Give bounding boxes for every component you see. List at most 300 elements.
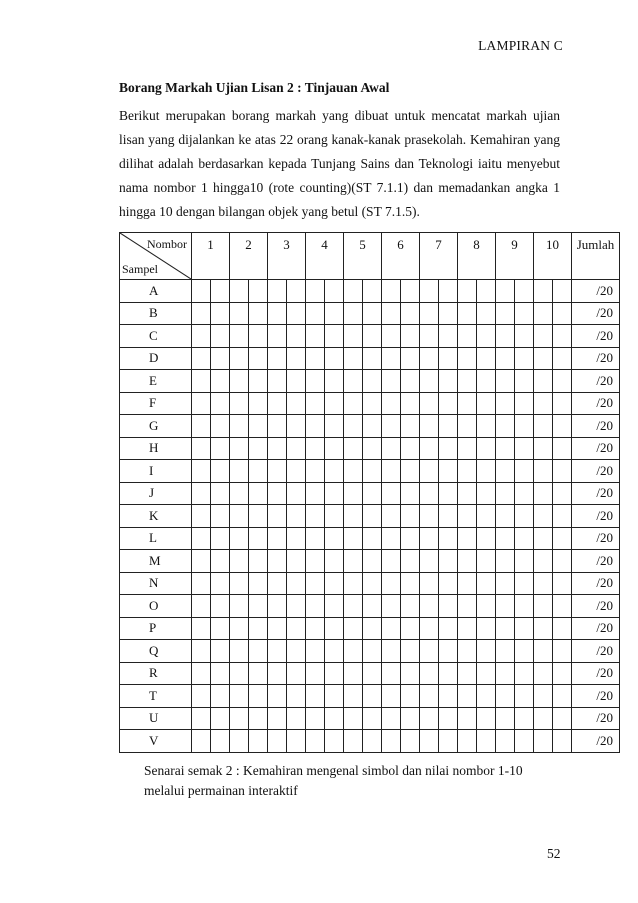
mark-cell[interactable] bbox=[306, 707, 325, 730]
mark-cell[interactable] bbox=[211, 460, 230, 483]
mark-cell[interactable] bbox=[192, 707, 211, 730]
mark-cell[interactable] bbox=[458, 550, 477, 573]
mark-cell[interactable] bbox=[230, 572, 249, 595]
mark-cell[interactable] bbox=[211, 730, 230, 753]
mark-cell[interactable] bbox=[211, 595, 230, 618]
mark-cell[interactable] bbox=[287, 415, 306, 438]
mark-cell[interactable] bbox=[325, 550, 344, 573]
mark-cell[interactable] bbox=[363, 572, 382, 595]
mark-cell[interactable] bbox=[382, 595, 401, 618]
mark-cell[interactable] bbox=[496, 640, 515, 663]
mark-cell[interactable] bbox=[496, 280, 515, 303]
mark-cell[interactable] bbox=[382, 302, 401, 325]
mark-cell[interactable] bbox=[268, 437, 287, 460]
mark-cell[interactable] bbox=[325, 527, 344, 550]
mark-cell[interactable] bbox=[420, 617, 439, 640]
mark-cell[interactable] bbox=[420, 482, 439, 505]
mark-cell[interactable] bbox=[534, 707, 553, 730]
mark-cell[interactable] bbox=[344, 505, 363, 528]
mark-cell[interactable] bbox=[192, 527, 211, 550]
mark-cell[interactable] bbox=[211, 572, 230, 595]
mark-cell[interactable] bbox=[287, 662, 306, 685]
mark-cell[interactable] bbox=[287, 347, 306, 370]
mark-cell[interactable] bbox=[268, 505, 287, 528]
mark-cell[interactable] bbox=[477, 482, 496, 505]
mark-cell[interactable] bbox=[534, 482, 553, 505]
mark-cell[interactable] bbox=[325, 415, 344, 438]
mark-cell[interactable] bbox=[192, 505, 211, 528]
mark-cell[interactable] bbox=[230, 370, 249, 393]
mark-cell[interactable] bbox=[211, 550, 230, 573]
mark-cell[interactable] bbox=[477, 392, 496, 415]
mark-cell[interactable] bbox=[420, 505, 439, 528]
mark-cell[interactable] bbox=[439, 572, 458, 595]
mark-cell[interactable] bbox=[496, 662, 515, 685]
mark-cell[interactable] bbox=[534, 347, 553, 370]
mark-cell[interactable] bbox=[306, 415, 325, 438]
mark-cell[interactable] bbox=[382, 415, 401, 438]
mark-cell[interactable] bbox=[325, 707, 344, 730]
mark-cell[interactable] bbox=[382, 550, 401, 573]
mark-cell[interactable] bbox=[553, 347, 572, 370]
mark-cell[interactable] bbox=[401, 527, 420, 550]
mark-cell[interactable] bbox=[515, 640, 534, 663]
mark-cell[interactable] bbox=[363, 662, 382, 685]
mark-cell[interactable] bbox=[515, 685, 534, 708]
mark-cell[interactable] bbox=[249, 550, 268, 573]
mark-cell[interactable] bbox=[344, 370, 363, 393]
mark-cell[interactable] bbox=[553, 595, 572, 618]
mark-cell[interactable] bbox=[325, 437, 344, 460]
mark-cell[interactable] bbox=[439, 325, 458, 348]
mark-cell[interactable] bbox=[325, 482, 344, 505]
mark-cell[interactable] bbox=[439, 730, 458, 753]
mark-cell[interactable] bbox=[401, 370, 420, 393]
mark-cell[interactable] bbox=[515, 482, 534, 505]
mark-cell[interactable] bbox=[553, 437, 572, 460]
mark-cell[interactable] bbox=[287, 640, 306, 663]
mark-cell[interactable] bbox=[382, 505, 401, 528]
mark-cell[interactable] bbox=[249, 280, 268, 303]
mark-cell[interactable] bbox=[553, 527, 572, 550]
mark-cell[interactable] bbox=[515, 617, 534, 640]
mark-cell[interactable] bbox=[287, 617, 306, 640]
mark-cell[interactable] bbox=[439, 707, 458, 730]
mark-cell[interactable] bbox=[477, 685, 496, 708]
mark-cell[interactable] bbox=[287, 685, 306, 708]
mark-cell[interactable] bbox=[401, 415, 420, 438]
mark-cell[interactable] bbox=[268, 617, 287, 640]
mark-cell[interactable] bbox=[515, 392, 534, 415]
mark-cell[interactable] bbox=[211, 280, 230, 303]
mark-cell[interactable] bbox=[534, 370, 553, 393]
mark-cell[interactable] bbox=[249, 572, 268, 595]
mark-cell[interactable] bbox=[287, 460, 306, 483]
mark-cell[interactable] bbox=[230, 347, 249, 370]
mark-cell[interactable] bbox=[420, 347, 439, 370]
mark-cell[interactable] bbox=[344, 302, 363, 325]
mark-cell[interactable] bbox=[420, 437, 439, 460]
mark-cell[interactable] bbox=[363, 527, 382, 550]
mark-cell[interactable] bbox=[192, 730, 211, 753]
mark-cell[interactable] bbox=[458, 572, 477, 595]
mark-cell[interactable] bbox=[192, 640, 211, 663]
mark-cell[interactable] bbox=[401, 347, 420, 370]
mark-cell[interactable] bbox=[268, 595, 287, 618]
mark-cell[interactable] bbox=[325, 392, 344, 415]
mark-cell[interactable] bbox=[344, 437, 363, 460]
mark-cell[interactable] bbox=[211, 392, 230, 415]
mark-cell[interactable] bbox=[534, 662, 553, 685]
mark-cell[interactable] bbox=[325, 370, 344, 393]
mark-cell[interactable] bbox=[344, 617, 363, 640]
mark-cell[interactable] bbox=[192, 572, 211, 595]
mark-cell[interactable] bbox=[268, 730, 287, 753]
mark-cell[interactable] bbox=[287, 505, 306, 528]
mark-cell[interactable] bbox=[211, 662, 230, 685]
mark-cell[interactable] bbox=[230, 505, 249, 528]
mark-cell[interactable] bbox=[553, 325, 572, 348]
mark-cell[interactable] bbox=[211, 685, 230, 708]
mark-cell[interactable] bbox=[382, 662, 401, 685]
mark-cell[interactable] bbox=[344, 527, 363, 550]
mark-cell[interactable] bbox=[363, 617, 382, 640]
mark-cell[interactable] bbox=[230, 617, 249, 640]
mark-cell[interactable] bbox=[306, 572, 325, 595]
mark-cell[interactable] bbox=[515, 415, 534, 438]
mark-cell[interactable] bbox=[515, 595, 534, 618]
mark-cell[interactable] bbox=[306, 595, 325, 618]
mark-cell[interactable] bbox=[192, 460, 211, 483]
mark-cell[interactable] bbox=[211, 527, 230, 550]
mark-cell[interactable] bbox=[401, 482, 420, 505]
mark-cell[interactable] bbox=[458, 415, 477, 438]
mark-cell[interactable] bbox=[344, 730, 363, 753]
mark-cell[interactable] bbox=[553, 415, 572, 438]
mark-cell[interactable] bbox=[553, 370, 572, 393]
mark-cell[interactable] bbox=[553, 482, 572, 505]
mark-cell[interactable] bbox=[230, 302, 249, 325]
mark-cell[interactable] bbox=[515, 460, 534, 483]
mark-cell[interactable] bbox=[420, 640, 439, 663]
mark-cell[interactable] bbox=[420, 595, 439, 618]
mark-cell[interactable] bbox=[515, 505, 534, 528]
mark-cell[interactable] bbox=[249, 527, 268, 550]
mark-cell[interactable] bbox=[249, 325, 268, 348]
mark-cell[interactable] bbox=[306, 370, 325, 393]
mark-cell[interactable] bbox=[401, 662, 420, 685]
mark-cell[interactable] bbox=[344, 325, 363, 348]
mark-cell[interactable] bbox=[306, 392, 325, 415]
mark-cell[interactable] bbox=[382, 707, 401, 730]
mark-cell[interactable] bbox=[325, 572, 344, 595]
mark-cell[interactable] bbox=[306, 302, 325, 325]
mark-cell[interactable] bbox=[363, 550, 382, 573]
mark-cell[interactable] bbox=[382, 460, 401, 483]
mark-cell[interactable] bbox=[439, 347, 458, 370]
mark-cell[interactable] bbox=[287, 572, 306, 595]
mark-cell[interactable] bbox=[363, 460, 382, 483]
mark-cell[interactable] bbox=[439, 662, 458, 685]
mark-cell[interactable] bbox=[534, 572, 553, 595]
mark-cell[interactable] bbox=[401, 460, 420, 483]
mark-cell[interactable] bbox=[249, 482, 268, 505]
mark-cell[interactable] bbox=[458, 640, 477, 663]
mark-cell[interactable] bbox=[534, 415, 553, 438]
mark-cell[interactable] bbox=[534, 392, 553, 415]
mark-cell[interactable] bbox=[477, 505, 496, 528]
mark-cell[interactable] bbox=[553, 550, 572, 573]
mark-cell[interactable] bbox=[553, 392, 572, 415]
mark-cell[interactable] bbox=[553, 617, 572, 640]
mark-cell[interactable] bbox=[344, 662, 363, 685]
mark-cell[interactable] bbox=[325, 302, 344, 325]
mark-cell[interactable] bbox=[249, 617, 268, 640]
mark-cell[interactable] bbox=[458, 730, 477, 753]
mark-cell[interactable] bbox=[249, 437, 268, 460]
mark-cell[interactable] bbox=[496, 302, 515, 325]
mark-cell[interactable] bbox=[192, 662, 211, 685]
mark-cell[interactable] bbox=[439, 280, 458, 303]
mark-cell[interactable] bbox=[496, 392, 515, 415]
mark-cell[interactable] bbox=[287, 707, 306, 730]
mark-cell[interactable] bbox=[325, 505, 344, 528]
mark-cell[interactable] bbox=[306, 550, 325, 573]
mark-cell[interactable] bbox=[268, 302, 287, 325]
mark-cell[interactable] bbox=[477, 280, 496, 303]
mark-cell[interactable] bbox=[230, 550, 249, 573]
mark-cell[interactable] bbox=[401, 505, 420, 528]
mark-cell[interactable] bbox=[401, 392, 420, 415]
mark-cell[interactable] bbox=[458, 302, 477, 325]
mark-cell[interactable] bbox=[230, 730, 249, 753]
mark-cell[interactable] bbox=[268, 527, 287, 550]
mark-cell[interactable] bbox=[458, 685, 477, 708]
mark-cell[interactable] bbox=[477, 302, 496, 325]
mark-cell[interactable] bbox=[420, 572, 439, 595]
mark-cell[interactable] bbox=[192, 280, 211, 303]
mark-cell[interactable] bbox=[325, 662, 344, 685]
mark-cell[interactable] bbox=[458, 370, 477, 393]
mark-cell[interactable] bbox=[439, 685, 458, 708]
mark-cell[interactable] bbox=[306, 460, 325, 483]
mark-cell[interactable] bbox=[363, 415, 382, 438]
mark-cell[interactable] bbox=[230, 707, 249, 730]
mark-cell[interactable] bbox=[458, 347, 477, 370]
mark-cell[interactable] bbox=[192, 347, 211, 370]
mark-cell[interactable] bbox=[287, 482, 306, 505]
mark-cell[interactable] bbox=[515, 527, 534, 550]
mark-cell[interactable] bbox=[496, 505, 515, 528]
mark-cell[interactable] bbox=[363, 707, 382, 730]
mark-cell[interactable] bbox=[344, 685, 363, 708]
mark-cell[interactable] bbox=[401, 707, 420, 730]
mark-cell[interactable] bbox=[515, 437, 534, 460]
mark-cell[interactable] bbox=[401, 730, 420, 753]
mark-cell[interactable] bbox=[363, 730, 382, 753]
mark-cell[interactable] bbox=[553, 707, 572, 730]
mark-cell[interactable] bbox=[496, 550, 515, 573]
mark-cell[interactable] bbox=[363, 392, 382, 415]
mark-cell[interactable] bbox=[401, 617, 420, 640]
mark-cell[interactable] bbox=[534, 437, 553, 460]
mark-cell[interactable] bbox=[325, 685, 344, 708]
mark-cell[interactable] bbox=[534, 640, 553, 663]
mark-cell[interactable] bbox=[458, 325, 477, 348]
mark-cell[interactable] bbox=[496, 527, 515, 550]
mark-cell[interactable] bbox=[268, 392, 287, 415]
mark-cell[interactable] bbox=[268, 550, 287, 573]
mark-cell[interactable] bbox=[477, 595, 496, 618]
mark-cell[interactable] bbox=[230, 640, 249, 663]
mark-cell[interactable] bbox=[287, 280, 306, 303]
mark-cell[interactable] bbox=[553, 640, 572, 663]
mark-cell[interactable] bbox=[268, 370, 287, 393]
mark-cell[interactable] bbox=[515, 302, 534, 325]
mark-cell[interactable] bbox=[439, 460, 458, 483]
mark-cell[interactable] bbox=[363, 437, 382, 460]
mark-cell[interactable] bbox=[420, 325, 439, 348]
mark-cell[interactable] bbox=[477, 640, 496, 663]
mark-cell[interactable] bbox=[382, 370, 401, 393]
mark-cell[interactable] bbox=[382, 280, 401, 303]
mark-cell[interactable] bbox=[268, 482, 287, 505]
mark-cell[interactable] bbox=[496, 572, 515, 595]
mark-cell[interactable] bbox=[211, 347, 230, 370]
mark-cell[interactable] bbox=[458, 527, 477, 550]
mark-cell[interactable] bbox=[401, 550, 420, 573]
mark-cell[interactable] bbox=[230, 595, 249, 618]
mark-cell[interactable] bbox=[515, 347, 534, 370]
mark-cell[interactable] bbox=[420, 280, 439, 303]
mark-cell[interactable] bbox=[439, 617, 458, 640]
mark-cell[interactable] bbox=[192, 302, 211, 325]
mark-cell[interactable] bbox=[211, 505, 230, 528]
mark-cell[interactable] bbox=[287, 550, 306, 573]
mark-cell[interactable] bbox=[420, 415, 439, 438]
mark-cell[interactable] bbox=[401, 437, 420, 460]
mark-cell[interactable] bbox=[534, 460, 553, 483]
mark-cell[interactable] bbox=[477, 325, 496, 348]
mark-cell[interactable] bbox=[230, 392, 249, 415]
mark-cell[interactable] bbox=[211, 707, 230, 730]
mark-cell[interactable] bbox=[420, 392, 439, 415]
mark-cell[interactable] bbox=[553, 730, 572, 753]
mark-cell[interactable] bbox=[192, 370, 211, 393]
mark-cell[interactable] bbox=[249, 460, 268, 483]
mark-cell[interactable] bbox=[344, 572, 363, 595]
mark-cell[interactable] bbox=[477, 662, 496, 685]
mark-cell[interactable] bbox=[439, 550, 458, 573]
mark-cell[interactable] bbox=[249, 347, 268, 370]
mark-cell[interactable] bbox=[363, 482, 382, 505]
mark-cell[interactable] bbox=[363, 347, 382, 370]
mark-cell[interactable] bbox=[477, 347, 496, 370]
mark-cell[interactable] bbox=[496, 370, 515, 393]
mark-cell[interactable] bbox=[382, 527, 401, 550]
mark-cell[interactable] bbox=[458, 437, 477, 460]
mark-cell[interactable] bbox=[534, 685, 553, 708]
mark-cell[interactable] bbox=[249, 392, 268, 415]
mark-cell[interactable] bbox=[477, 460, 496, 483]
mark-cell[interactable] bbox=[382, 572, 401, 595]
mark-cell[interactable] bbox=[439, 302, 458, 325]
mark-cell[interactable] bbox=[325, 460, 344, 483]
mark-cell[interactable] bbox=[306, 505, 325, 528]
mark-cell[interactable] bbox=[192, 325, 211, 348]
mark-cell[interactable] bbox=[363, 685, 382, 708]
mark-cell[interactable] bbox=[192, 482, 211, 505]
mark-cell[interactable] bbox=[534, 595, 553, 618]
mark-cell[interactable] bbox=[420, 730, 439, 753]
mark-cell[interactable] bbox=[458, 662, 477, 685]
mark-cell[interactable] bbox=[553, 302, 572, 325]
mark-cell[interactable] bbox=[382, 685, 401, 708]
mark-cell[interactable] bbox=[344, 707, 363, 730]
mark-cell[interactable] bbox=[306, 640, 325, 663]
mark-cell[interactable] bbox=[534, 325, 553, 348]
mark-cell[interactable] bbox=[458, 460, 477, 483]
mark-cell[interactable] bbox=[553, 280, 572, 303]
mark-cell[interactable] bbox=[515, 325, 534, 348]
mark-cell[interactable] bbox=[439, 595, 458, 618]
mark-cell[interactable] bbox=[325, 617, 344, 640]
mark-cell[interactable] bbox=[325, 347, 344, 370]
mark-cell[interactable] bbox=[306, 437, 325, 460]
mark-cell[interactable] bbox=[268, 415, 287, 438]
mark-cell[interactable] bbox=[458, 482, 477, 505]
mark-cell[interactable] bbox=[477, 437, 496, 460]
mark-cell[interactable] bbox=[515, 707, 534, 730]
mark-cell[interactable] bbox=[515, 370, 534, 393]
mark-cell[interactable] bbox=[287, 437, 306, 460]
mark-cell[interactable] bbox=[192, 550, 211, 573]
mark-cell[interactable] bbox=[325, 280, 344, 303]
mark-cell[interactable] bbox=[534, 302, 553, 325]
mark-cell[interactable] bbox=[477, 550, 496, 573]
mark-cell[interactable] bbox=[420, 662, 439, 685]
mark-cell[interactable] bbox=[306, 482, 325, 505]
mark-cell[interactable] bbox=[439, 505, 458, 528]
mark-cell[interactable] bbox=[458, 392, 477, 415]
mark-cell[interactable] bbox=[553, 662, 572, 685]
mark-cell[interactable] bbox=[268, 280, 287, 303]
mark-cell[interactable] bbox=[401, 280, 420, 303]
mark-cell[interactable] bbox=[515, 280, 534, 303]
mark-cell[interactable] bbox=[192, 617, 211, 640]
mark-cell[interactable] bbox=[553, 685, 572, 708]
mark-cell[interactable] bbox=[344, 640, 363, 663]
mark-cell[interactable] bbox=[363, 370, 382, 393]
mark-cell[interactable] bbox=[496, 437, 515, 460]
mark-cell[interactable] bbox=[230, 460, 249, 483]
mark-cell[interactable] bbox=[439, 437, 458, 460]
mark-cell[interactable] bbox=[211, 482, 230, 505]
mark-cell[interactable] bbox=[477, 370, 496, 393]
mark-cell[interactable] bbox=[401, 302, 420, 325]
mark-cell[interactable] bbox=[268, 325, 287, 348]
mark-cell[interactable] bbox=[363, 325, 382, 348]
mark-cell[interactable] bbox=[192, 392, 211, 415]
mark-cell[interactable] bbox=[420, 302, 439, 325]
mark-cell[interactable] bbox=[249, 415, 268, 438]
mark-cell[interactable] bbox=[306, 730, 325, 753]
mark-cell[interactable] bbox=[306, 347, 325, 370]
mark-cell[interactable] bbox=[211, 437, 230, 460]
mark-cell[interactable] bbox=[439, 415, 458, 438]
mark-cell[interactable] bbox=[230, 325, 249, 348]
mark-cell[interactable] bbox=[382, 730, 401, 753]
